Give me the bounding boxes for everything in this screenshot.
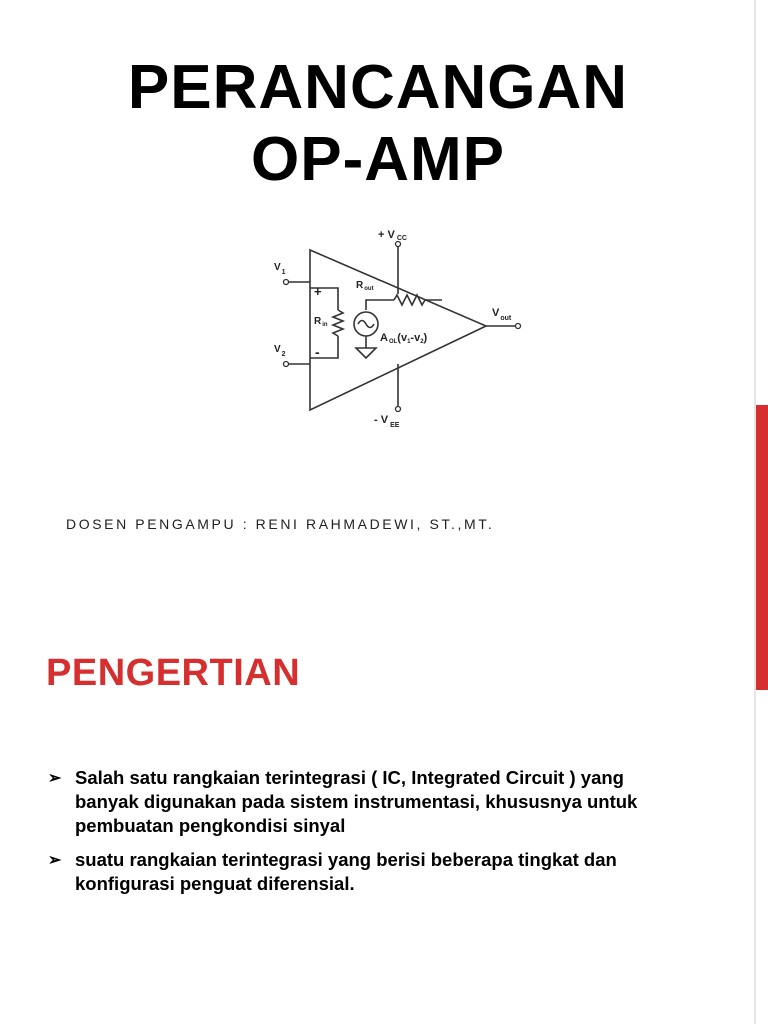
list-item — [46, 766, 686, 838]
scrollbar-track-bottom[interactable] — [756, 690, 768, 1024]
rout-resistor — [394, 295, 425, 305]
bullet-text: Salah satu rangkaian terintegrasi ( IC, Integrated Circuit ) yang banyak digunakan pada sistem instrumentasi, khususnya untuk pembuatan pengkondisi sinyal — [75, 767, 638, 836]
scrollbar-track-top[interactable] — [756, 0, 768, 405]
svg-text:+: + — [314, 284, 322, 299]
svg-text:Rin: $R_{in}$ — [314, 316, 328, 328]
scrollbar-thumb[interactable] — [756, 405, 768, 690]
svg-text:-: - — [315, 344, 320, 360]
bullet-text: suatu rangkaian terintegrasi yang berisi beberapa tingkat dan konfigurasi penguat diferensial. — [75, 849, 617, 894]
list-item — [46, 848, 686, 896]
rin-resistor — [333, 310, 343, 336]
ground-symbol — [356, 348, 376, 358]
section-heading: PENGERTIAN — [46, 652, 301, 694]
svg-text:V1: $V_1$ — [274, 262, 286, 276]
svg-text:V2: $V_2$ — [274, 344, 286, 358]
svg-text:+ VCC: + V CC — [378, 229, 407, 242]
op-amp-circuit-diagram — [262, 224, 532, 434]
title-line-2: OP-AMP — [251, 125, 505, 194]
svg-text:AOL(v1-v2): AOL(v1-v2) — [380, 332, 428, 345]
svg-text:Rout: $R_{out}$ — [356, 280, 374, 292]
svg-text:- VEE: - V $_{EE}$ — [374, 414, 400, 429]
svg-text:Vout: $V_{out}$ — [492, 307, 512, 322]
arrow-bullet-icon: ➢ — [48, 852, 62, 869]
title-line-1: PERANCANGAN — [127, 53, 629, 122]
definition-list — [46, 766, 686, 906]
slide-title-heading — [0, 52, 756, 196]
arrow-bullet-icon: ➢ — [48, 770, 62, 787]
slide-definition — [0, 600, 756, 1024]
lecturer-credit: DOSEN PENGAMPU : RENI RAHMADEWI, ST.,MT. — [66, 516, 495, 532]
